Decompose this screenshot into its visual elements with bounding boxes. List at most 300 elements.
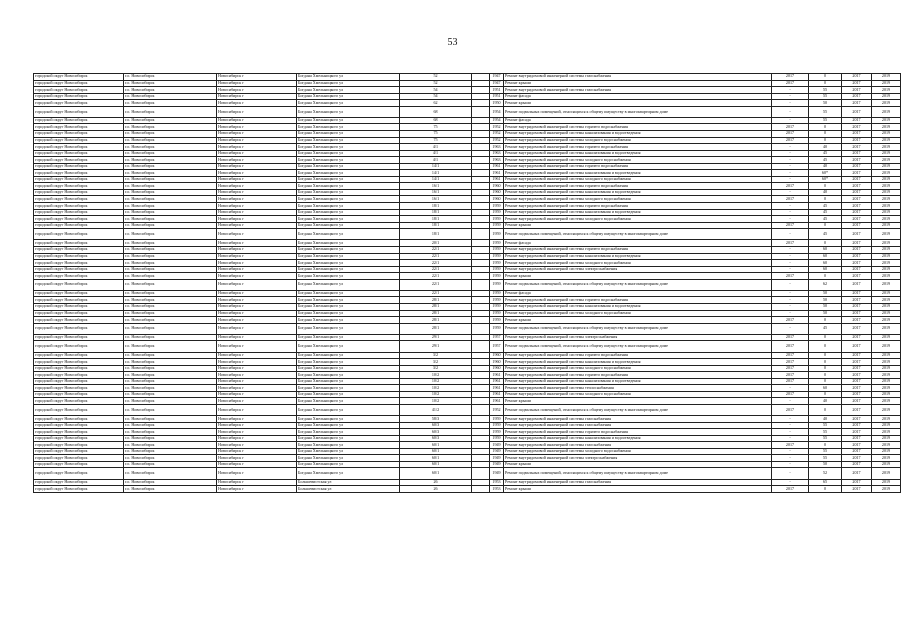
table-cell: городской округ Новосибирск: [34, 479, 124, 486]
table-cell: Новосибирск г: [217, 137, 297, 144]
table-cell: Ремонт фасада: [504, 93, 772, 100]
table-cell: 2019: [872, 359, 901, 366]
table-cell: -: [772, 260, 809, 267]
table-cell: Новосибирск г: [217, 398, 297, 405]
table-cell: 2019: [872, 334, 901, 341]
table-cell: 2017: [772, 404, 809, 415]
table-cell: 3/2: [400, 359, 472, 366]
table-cell: Богдана Хмельницкого ул: [297, 176, 400, 183]
table-cell: Новосибирск г: [217, 372, 297, 379]
table-cell: Богдана Хмельницкого ул: [297, 372, 400, 379]
table-cell: г.о. Новосибирск: [124, 183, 217, 190]
table-cell: -: [772, 435, 809, 442]
table-cell: Новосибирск г: [217, 365, 297, 372]
table-cell: 2019: [872, 229, 901, 240]
table-cell: -: [772, 203, 809, 210]
table-cell: Ремонт внутридомовой инженерной системы горячего водоснабжения: [504, 429, 772, 436]
table-cell: Богдана Хмельницкого ул: [297, 183, 400, 190]
table-cell: 2017: [842, 317, 872, 324]
table-cell: 50: [809, 297, 842, 304]
table-cell: Новосибирск г: [217, 378, 297, 385]
table-cell: 2017: [842, 124, 872, 131]
table-cell: 1960: [490, 196, 504, 203]
table-cell: 18/1: [400, 229, 472, 240]
table-cell: 2019: [872, 163, 901, 170]
table-cell: Богдана Хмельницкого ул: [297, 378, 400, 385]
table-cell: 1947: [490, 80, 504, 87]
table-cell: 60: [809, 385, 842, 392]
table-cell: 0: [809, 222, 842, 229]
table-cell: -: [772, 117, 809, 124]
table-cell: городской округ Новосибирск: [34, 486, 124, 493]
table-cell: Новосибирск г: [217, 176, 297, 183]
table-cell: 50: [809, 461, 842, 468]
table-cell: 2017: [842, 398, 872, 405]
table-cell: Богдана Хмельницкого ул: [297, 359, 400, 366]
table-cell: 65: [809, 479, 842, 486]
table-cell: 50: [809, 310, 842, 317]
table-cell: городской округ Новосибирск: [34, 352, 124, 359]
table-cell: -: [772, 170, 809, 177]
table-row: [34, 106, 901, 117]
table-cell: г.о. Новосибирск: [124, 422, 217, 429]
table-cell: 2017: [842, 323, 872, 334]
table-cell: -: [772, 385, 809, 392]
table-cell: городской округ Новосибирск: [34, 80, 124, 87]
table-cell: г.о. Новосибирск: [124, 297, 217, 304]
table-cell: г.о. Новосибирск: [124, 222, 217, 229]
table-cell: 1963: [490, 157, 504, 164]
table-cell: городской округ Новосибирск: [34, 144, 124, 151]
table-cell: г.о. Новосибирск: [124, 398, 217, 405]
table-cell: городской округ Новосибирск: [34, 435, 124, 442]
table-cell: Богдана Хмельницкого ул: [297, 416, 400, 423]
table-cell: [472, 279, 490, 290]
table-cell: Новосибирск г: [217, 323, 297, 334]
table-cell: 2017: [842, 229, 872, 240]
table-cell: Ремонт внутридомовой инженерной системы канализования и водоотведения: [504, 170, 772, 177]
table-cell: 2017: [842, 479, 872, 486]
table-cell: 2019: [872, 455, 901, 462]
table-cell: 2019: [872, 279, 901, 290]
table-cell: г.о. Новосибирск: [124, 385, 217, 392]
table-cell: 0: [809, 196, 842, 203]
table-cell: -: [772, 303, 809, 310]
table-cell: Ремонт внутридомовой инженерной системы канализования и водоотведения: [504, 253, 772, 260]
table-cell: городской округ Новосибирск: [34, 279, 124, 290]
table-cell: Новосибирск г: [217, 253, 297, 260]
table-cell: городской округ Новосибирск: [34, 209, 124, 216]
table-cell: 0: [809, 404, 842, 415]
table-cell: Ремонт внутридомовой инженерной системы канализования и водоотведения: [504, 378, 772, 385]
table-cell: 40: [809, 144, 842, 151]
table-cell: Богдана Хмельницкого ул: [297, 74, 400, 81]
table-cell: 2017: [842, 176, 872, 183]
table-cell: 1952: [490, 131, 504, 138]
table-cell: Новосибирск г: [217, 100, 297, 107]
table-cell: Ремонт внутридомовой инженерной системы горячего водоснабжения: [504, 163, 772, 170]
table-cell: 1960: [490, 365, 504, 372]
table-cell: 2017: [772, 222, 809, 229]
table-cell: [472, 341, 490, 352]
table-cell: городской округ Новосибирск: [34, 442, 124, 449]
table-cell: 1961: [490, 163, 504, 170]
table-cell: городской округ Новосибирск: [34, 297, 124, 304]
table-cell: 60: [809, 253, 842, 260]
table-cell: городской округ Новосибирск: [34, 189, 124, 196]
table-cell: Богдана Хмельницкого ул: [297, 266, 400, 273]
table-cell: Новосибирск г: [217, 273, 297, 280]
table-cell: 0: [809, 341, 842, 352]
table-cell: 1959: [490, 246, 504, 253]
table-cell: Богдана Хмельницкого ул: [297, 80, 400, 87]
table-cell: 58/3: [400, 416, 472, 423]
table-cell: городской округ Новосибирск: [34, 416, 124, 423]
table-cell: г.о. Новосибирск: [124, 260, 217, 267]
table-cell: городской округ Новосибирск: [34, 176, 124, 183]
table-cell: 4/1: [400, 157, 472, 164]
table-cell: городской округ Новосибирск: [34, 203, 124, 210]
table-cell: 16/1: [400, 189, 472, 196]
table-cell: 2019: [872, 442, 901, 449]
table-cell: 2019: [872, 266, 901, 273]
table-cell: Ремонт внутридомовой инженерной системы холодного водоснабжения: [504, 260, 772, 267]
table-cell: 41/2: [400, 404, 472, 415]
table-cell: Ремонт внутридомовой инженерной системы горячего водоснабжения: [504, 352, 772, 359]
table-cell: 1952: [490, 404, 504, 415]
table-cell: 0: [809, 442, 842, 449]
table-cell: Новосибирск г: [217, 246, 297, 253]
table-cell: 2017: [842, 273, 872, 280]
table-cell: 2019: [872, 260, 901, 267]
table-cell: Ремонт внутридомовой инженерной системы горячего водоснабжения: [504, 124, 772, 131]
table-cell: Новосибирск г: [217, 290, 297, 297]
table-cell: 1961: [490, 176, 504, 183]
table-cell: г.о. Новосибирск: [124, 341, 217, 352]
table-cell: 2017: [842, 137, 872, 144]
table-cell: городской округ Новосибирск: [34, 106, 124, 117]
table-cell: городской округ Новосибирск: [34, 273, 124, 280]
table-cell: -: [772, 157, 809, 164]
table-cell: городской округ Новосибирск: [34, 124, 124, 131]
table-cell: 2019: [872, 486, 901, 493]
table-cell: 2017: [842, 93, 872, 100]
table-cell: -: [772, 216, 809, 223]
table-cell: городской округ Новосибирск: [34, 422, 124, 429]
table-cell: -: [772, 290, 809, 297]
table-cell: 1959: [490, 253, 504, 260]
table-cell: г.о. Новосибирск: [124, 378, 217, 385]
table-cell: г.о. Новосибирск: [124, 74, 217, 81]
table-cell: Ремонт фасада: [504, 290, 772, 297]
table-cell: 60/3: [400, 429, 472, 436]
table-cell: Ремонт внутридомовой инженерной системы горячего водоснабжения: [504, 144, 772, 151]
table-cell: 55: [809, 429, 842, 436]
table-cell: г.о. Новосибирск: [124, 170, 217, 177]
table-cell: 2019: [872, 176, 901, 183]
table-cell: Богдана Хмельницкого ул: [297, 334, 400, 341]
table-cell: 2017: [842, 74, 872, 81]
table-cell: 2017: [842, 334, 872, 341]
table-cell: 2017: [842, 117, 872, 124]
table-cell: городской округ Новосибирск: [34, 137, 124, 144]
table-cell: Ремонт внутридомовой инженерной системы холодного водоснабжения: [504, 196, 772, 203]
table-cell: г.о. Новосибирск: [124, 416, 217, 423]
table-cell: г.о. Новосибирск: [124, 80, 217, 87]
table-cell: городской округ Новосибирск: [34, 170, 124, 177]
table-cell: 1960: [490, 359, 504, 366]
table-cell: Ремонт внутридомовой инженерной системы газоснабжения: [504, 74, 772, 81]
table-cell: Богдана Хмельницкого ул: [297, 229, 400, 240]
table-cell: городской округ Новосибирск: [34, 385, 124, 392]
table-cell: г.о. Новосибирск: [124, 479, 217, 486]
table-cell: Новосибирск г: [217, 222, 297, 229]
table-cell: 2017: [772, 372, 809, 379]
table-cell: Новосибирск г: [217, 196, 297, 203]
table-cell: 2019: [872, 196, 901, 203]
table-cell: 2017: [842, 303, 872, 310]
table-cell: -: [772, 279, 809, 290]
table-cell: Ремонт внутридомовой инженерной системы горячего водоснабжения: [504, 203, 772, 210]
table-cell: 2017: [772, 240, 809, 247]
table-cell: 2017: [772, 486, 809, 493]
table-cell: 20/1: [400, 240, 472, 247]
table-cell: 2019: [872, 106, 901, 117]
table-cell: г.о. Новосибирск: [124, 163, 217, 170]
table-cell: 2019: [872, 124, 901, 131]
table-cell: -: [772, 144, 809, 151]
table-cell: 2017: [842, 279, 872, 290]
table-cell: 29/1: [400, 334, 472, 341]
table-cell: городской округ Новосибирск: [34, 117, 124, 124]
table-cell: Ремонт внутридомовой инженерной системы газоснабжения: [504, 87, 772, 94]
table-cell: 2019: [872, 352, 901, 359]
table-cell: 2019: [872, 240, 901, 247]
table-cell: Ремонт крыши: [504, 317, 772, 324]
table-cell: 2017: [842, 106, 872, 117]
table-cell: 2019: [872, 203, 901, 210]
table-cell: Богдана Хмельницкого ул: [297, 260, 400, 267]
table-cell: -: [772, 455, 809, 462]
table-cell: 2019: [872, 273, 901, 280]
table-cell: г.о. Новосибирск: [124, 317, 217, 324]
table-cell: 0: [809, 372, 842, 379]
table-cell: -: [772, 310, 809, 317]
table-cell: Новосибирск г: [217, 117, 297, 124]
table-cell: 1949: [490, 468, 504, 479]
table-cell: Ремонт подвальных помещений, относящихся к общему имуществу в многоквартирном доме: [504, 341, 772, 352]
table-cell: 2017: [772, 334, 809, 341]
table-cell: Новосибирск г: [217, 74, 297, 81]
table-cell: 2017: [842, 163, 872, 170]
table-cell: 1963: [490, 144, 504, 151]
table-cell: 1949: [490, 448, 504, 455]
table-cell: Новосибирск г: [217, 303, 297, 310]
table-cell: Новосибирск г: [217, 87, 297, 94]
table-cell: Ремонт крыши: [504, 461, 772, 468]
table-cell: 0: [809, 334, 842, 341]
table-cell: городской округ Новосибирск: [34, 150, 124, 157]
table-cell: 22/1: [400, 246, 472, 253]
table-cell: г.о. Новосибирск: [124, 455, 217, 462]
table-cell: 2019: [872, 404, 901, 415]
table-cell: Ремонт крыши: [504, 80, 772, 87]
table-cell: Ремонт крыши: [504, 398, 772, 405]
table-cell: 45: [809, 157, 842, 164]
table-cell: 0: [809, 124, 842, 131]
table-cell: 1959: [490, 323, 504, 334]
table-cell: Богдана Хмельницкого ул: [297, 442, 400, 449]
table-cell: 2017: [842, 266, 872, 273]
table-cell: Ремонт внутридомовой инженерной системы холодного водоснабжения: [504, 391, 772, 398]
table-cell: Новосибирск г: [217, 93, 297, 100]
table-cell: Новосибирск г: [217, 359, 297, 366]
table-cell: -: [772, 398, 809, 405]
table-cell: Богдана Хмельницкого ул: [297, 310, 400, 317]
table-cell: Богдана Хмельницкого ул: [297, 273, 400, 280]
table-cell: Ремонт внутридомовой инженерной системы горячего водоснабжения: [504, 297, 772, 304]
table-cell: 2017: [842, 240, 872, 247]
table-cell: 50: [809, 303, 842, 310]
table-cell: 2017: [842, 150, 872, 157]
table-cell: Новосибирск г: [217, 106, 297, 117]
table-cell: 1951: [490, 87, 504, 94]
table-cell: 0: [809, 317, 842, 324]
table-cell: 60/1: [400, 448, 472, 455]
table-cell: городской округ Новосибирск: [34, 448, 124, 455]
table-cell: городской округ Новосибирск: [34, 429, 124, 436]
table-cell: 1959: [490, 229, 504, 240]
table-cell: 2017: [842, 391, 872, 398]
table-cell: 2019: [872, 93, 901, 100]
table-cell: 1961: [490, 372, 504, 379]
table-cell: г.о. Новосибирск: [124, 273, 217, 280]
table-cell: [472, 404, 490, 415]
table-cell: 1959: [490, 435, 504, 442]
table-cell: 2017: [772, 341, 809, 352]
table-cell: 2017: [772, 124, 809, 131]
table-cell: г.о. Новосибирск: [124, 124, 217, 131]
table-cell: Богдана Хмельницкого ул: [297, 461, 400, 468]
table-cell: городской округ Новосибирск: [34, 323, 124, 334]
table-cell: Ремонт внутридомовой инженерной системы газоснабжения: [504, 479, 772, 486]
table-cell: 1959: [490, 317, 504, 324]
table-cell: 2017: [842, 448, 872, 455]
table-cell: 10/2: [400, 378, 472, 385]
table-cell: 2017: [772, 196, 809, 203]
table-cell: 60: [809, 266, 842, 273]
table-cell: 55: [809, 117, 842, 124]
table-cell: 2017: [772, 183, 809, 190]
table-cell: 2017: [842, 260, 872, 267]
table-cell: г.о. Новосибирск: [124, 461, 217, 468]
table-cell: 16/1: [400, 183, 472, 190]
table-cell: 1959: [490, 429, 504, 436]
table-cell: 4/1: [400, 144, 472, 151]
table-cell: 10/2: [400, 391, 472, 398]
table-cell: 2017: [842, 442, 872, 449]
table-cell: Богдана Хмельницкого ул: [297, 253, 400, 260]
table-cell: Ремонт подвальных помещений, относящихся к общему имуществу в многоквартирном доме: [504, 323, 772, 334]
table-cell: 1960: [490, 183, 504, 190]
table-cell: 1961: [490, 398, 504, 405]
table-row: [34, 486, 901, 493]
table-cell: г.о. Новосибирск: [124, 372, 217, 379]
table-cell: Богдана Хмельницкого ул: [297, 323, 400, 334]
table-cell: Ремонт внутридомовой инженерной системы газоснабжения: [504, 442, 772, 449]
table-cell: г.о. Новосибирск: [124, 334, 217, 341]
table-cell: Новосибирск г: [217, 229, 297, 240]
table-cell: г.о. Новосибирск: [124, 117, 217, 124]
table-cell: Ремонт внутридомовой инженерной системы холодного водоснабжения: [504, 137, 772, 144]
table-cell: 2019: [872, 391, 901, 398]
table-cell: Новосибирск г: [217, 341, 297, 352]
table-cell: Богдана Хмельницкого ул: [297, 117, 400, 124]
table-cell: 2019: [872, 100, 901, 107]
table-cell: городской округ Новосибирск: [34, 334, 124, 341]
table-cell: -: [772, 106, 809, 117]
table-cell: 2017: [842, 310, 872, 317]
table-cell: 62: [400, 100, 472, 107]
table-cell: городской округ Новосибирск: [34, 266, 124, 273]
table-cell: [472, 486, 490, 493]
table-cell: 2017: [772, 378, 809, 385]
table-cell: 2017: [842, 189, 872, 196]
table-cell: 2017: [842, 131, 872, 138]
table-cell: 2017: [772, 359, 809, 366]
table-cell: Богдана Хмельницкого ул: [297, 170, 400, 177]
table-cell: 2017: [842, 297, 872, 304]
table-cell: г.о. Новосибирск: [124, 404, 217, 415]
table-cell: городской округ Новосибирск: [34, 391, 124, 398]
table-cell: Ремонт внутридомовой инженерной системы горячего водоснабжения: [504, 372, 772, 379]
table-cell: -: [772, 176, 809, 183]
table-cell: 14/1: [400, 176, 472, 183]
table-cell: [472, 106, 490, 117]
table-cell: 2017: [842, 486, 872, 493]
table-cell: 2019: [872, 448, 901, 455]
table-cell: г.о. Новосибирск: [124, 359, 217, 366]
table-cell: Новосибирск г: [217, 404, 297, 415]
table-cell: -: [772, 209, 809, 216]
table-cell: 60: [809, 246, 842, 253]
table-cell: Новосибирск г: [217, 209, 297, 216]
table-cell: 2017: [842, 352, 872, 359]
table-cell: Новосибирск г: [217, 468, 297, 479]
table-cell: 2019: [872, 422, 901, 429]
table-cell: 2017: [842, 404, 872, 415]
table-cell: Новосибирск г: [217, 183, 297, 190]
table-cell: г.о. Новосибирск: [124, 253, 217, 260]
table-cell: Богдана Хмельницкого ул: [297, 150, 400, 157]
table-cell: 18/1: [400, 203, 472, 210]
table-cell: 2019: [872, 435, 901, 442]
table-cell: городской округ Новосибирск: [34, 341, 124, 352]
table-cell: 40: [809, 416, 842, 423]
table-cell: Новосибирск г: [217, 124, 297, 131]
table-cell: Ремонт подвальных помещений, относящихся к общему имуществу в многоквартирном доме: [504, 106, 772, 117]
table-cell: Богдана Хмельницкого ул: [297, 391, 400, 398]
table-cell: 26: [400, 486, 472, 493]
table-cell: 2019: [872, 246, 901, 253]
table-cell: Новосибирск г: [217, 131, 297, 138]
table-cell: Богдана Хмельницкого ул: [297, 209, 400, 216]
table-cell: Богдана Хмельницкого ул: [297, 303, 400, 310]
table-cell: 14/1: [400, 163, 472, 170]
table-cell: 45: [809, 216, 842, 223]
table-cell: 1954: [490, 106, 504, 117]
table-cell: 52: [809, 468, 842, 479]
